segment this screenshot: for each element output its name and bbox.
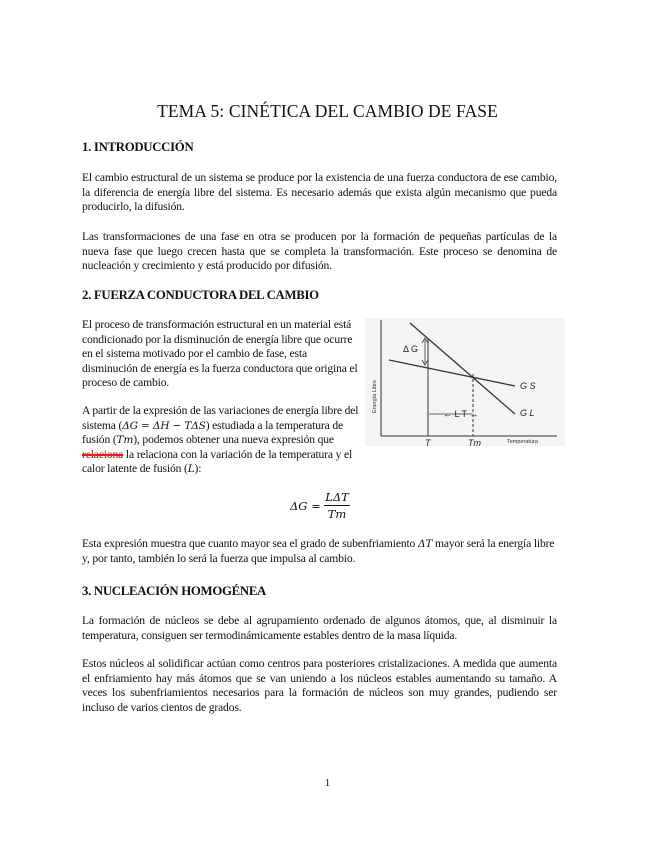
math-l: L: [187, 463, 195, 476]
paragraph-intro-2: Las transformaciones de una fase en otra se producen por la formación de pequeñas partículas de la nueva fase que luego crecen hasta que se completa la transformación. Este proceso se denomina de nucleación y crecimiento y está producido por difusión.: [82, 230, 557, 273]
gs-label: G S: [520, 381, 536, 391]
fraction-bar: [324, 505, 350, 506]
struck-word: relaciona: [82, 447, 124, 461]
equation-denominator: Tm: [327, 507, 347, 521]
x-axis-label: Temperatura: [507, 439, 538, 445]
gl-label: G L: [520, 408, 535, 418]
text-run: mayor será la energía libre y, por tanto, también lo será la fuerza que impulsa al cambio.: [82, 537, 555, 565]
tm-label: Tm: [468, 438, 481, 446]
math-delta-t: ΔT: [417, 538, 433, 550]
paragraph-intro-1: El cambio estructural de un sistema se produce por la existencia de una fuerza conductora de ese cambio, la diferencia de energía libre del sistema. Es necesario además que exista algún mecanismo que pueda producirlo, la difusión.: [82, 171, 557, 214]
paragraph-fuerza-3: [82, 537, 557, 566]
text-run: A partir de la expresión de las variaciones de energía libre del sistema (: [82, 404, 359, 432]
free-energy-diagram: [365, 318, 565, 446]
equation-numerator: LΔT: [325, 490, 349, 504]
math-delta-g-expression: ΔG = ΔH − TΔS: [122, 419, 206, 432]
text-run: Esta expresión muestra que cuanto mayor sea el grado de subenfriamiento: [82, 537, 418, 550]
equation-fraction: [324, 490, 350, 521]
t-label: T: [425, 438, 431, 446]
section-heading-nucleacion: 3. NUCLEACIÓN HOMOGÉNEA: [82, 584, 266, 598]
y-axis-label: Energía Libre: [372, 379, 378, 413]
page-title: TEMA 5: CINÉTICA DEL CAMBIO DE FASE: [157, 101, 498, 121]
text-run: ), podemos obtener una nueva expresión que: [133, 433, 334, 447]
equation-lhs: ΔG =: [290, 499, 321, 513]
text-run: la relaciona con la variación de la temperatura y el calor latente de fusión (: [82, 447, 353, 476]
delta-t-label: ← L T →: [443, 409, 479, 419]
paragraph-nucleacion-2: Estos núcleos al solidificar actúan como centros para posteriores cristalizaciones. A medida que aumenta el enfriamiento hay más átomos que se van uniendo a los núcleos estables aumentando su tamaño. A veces los subenfriamientos necesarios para la formación de núcleos son muy grandes, pudiendo ser incluso de varios cientos de grados.: [82, 657, 557, 714]
page-number: 1: [324, 777, 331, 789]
paragraph-fuerza-2: [82, 404, 367, 477]
section-heading-introduccion: 1. INTRODUCCIÓN: [82, 140, 194, 154]
section-heading-fuerza-conductora: 2. FUERZA CONDUCTORA DEL CAMBIO: [82, 288, 319, 302]
text-run: ) estudiada a la temperatura de fusión (: [82, 418, 343, 447]
delta-g-label: Δ G: [403, 344, 419, 354]
text-run: ):: [194, 462, 202, 476]
paragraph-nucleacion-1: La formación de núcleos se debe al agrupamiento ordenado de algunos átomos, que, al disminuir la temperatura, consiguen ser termodinámicamente estables dentro de la masa líquida.: [82, 614, 557, 642]
paragraph-fuerza-1: El proceso de transformación estructural en un material está condicionado por la disminución de energía libre que ocurre en el sistema motivado por el cambio de fase, esta disminución de energía es la fuerza conductora que origina el proceso de cambio.: [82, 318, 358, 390]
math-tm: Tm: [116, 434, 134, 447]
equation-delta-g: [290, 490, 360, 526]
